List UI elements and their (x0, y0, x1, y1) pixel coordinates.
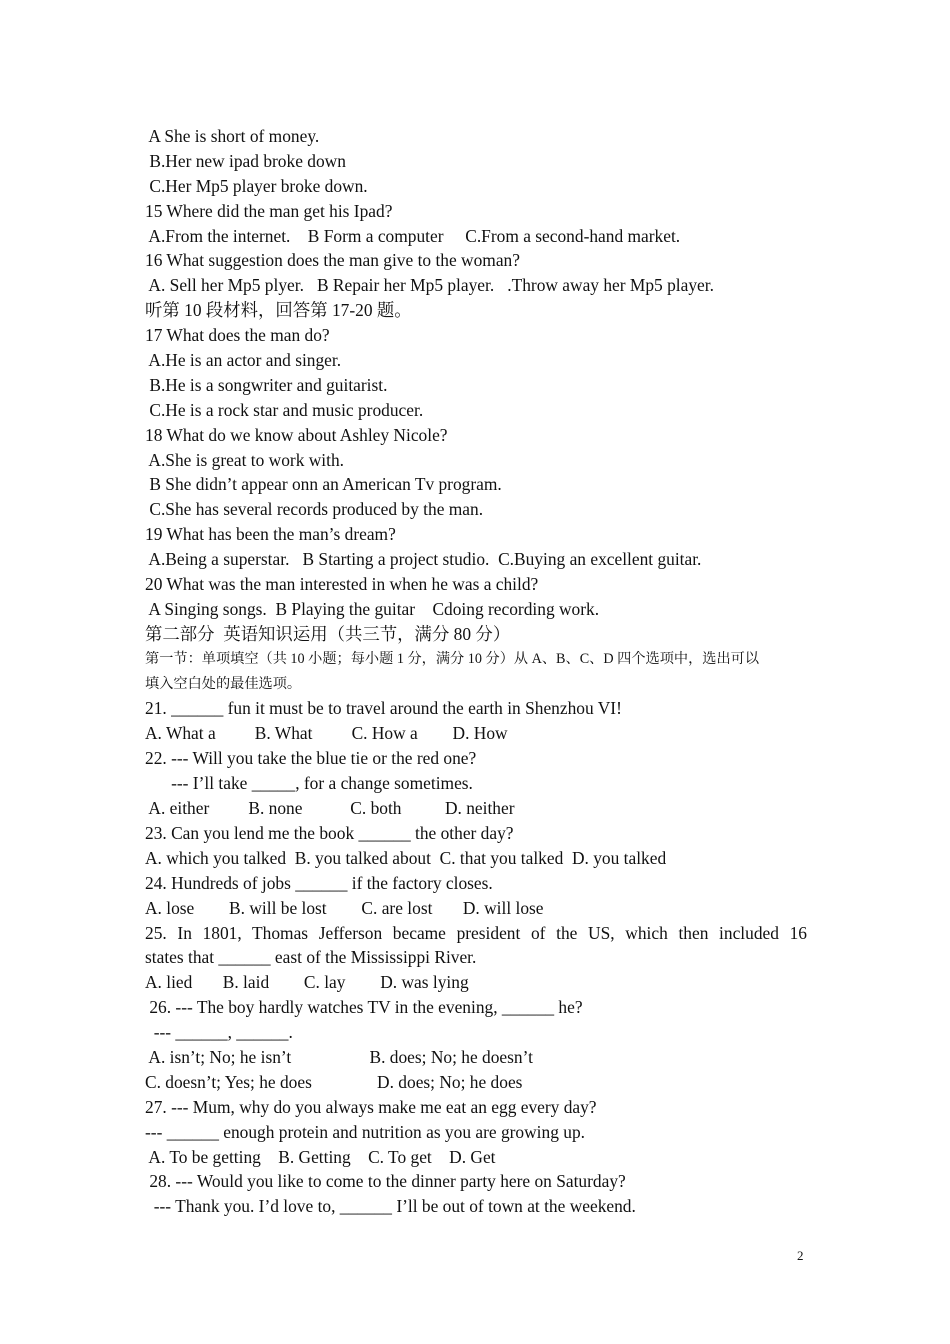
option-line: C.She has several records produced by the man. (145, 499, 484, 520)
option-line: A. Sell her Mp5 plyer. B Repair her Mp5 player. .Throw away her Mp5 player. (145, 275, 714, 296)
question-15: 15 Where did the man get his Ipad? (145, 200, 393, 221)
question-23: 23. Can you lend me the book ______ the other day? (145, 822, 514, 843)
section-one-instruction-cont: 填入空白处的最佳选项。 (145, 675, 302, 692)
question-22: 22. --- Will you take the blue tie or the red one? (145, 748, 477, 769)
option-line: A. which you talked B. you talked about C. that you talked D. you talked (145, 847, 667, 868)
option-line: A.He is an actor and singer. (145, 350, 342, 371)
section-instruction: 听第 10 段材料，回答第 17-20 题。 (145, 300, 412, 321)
question-18: 18 What do we know about Ashley Nicole? (145, 424, 448, 445)
option-line: A. To be getting B. Getting C. To get D. Get (145, 1146, 496, 1167)
option-line: A.From the internet. B Form a computer C.From a second-hand market. (145, 225, 681, 246)
option-line: A. lied B. laid C. lay D. was lying (145, 972, 469, 993)
question-22-reply: --- I’ll take _____, for a change sometimes. (145, 773, 473, 794)
page-number: 2 (797, 1248, 804, 1263)
question-26: 26. --- The boy hardly watches TV in the evening, ______ he? (145, 997, 583, 1018)
question-27: 27. --- Mum, why do you always make me eat an egg every day? (145, 1096, 597, 1117)
question-21: 21. ______ fun it must be to travel around the earth in Shenzhou VI! (145, 698, 622, 719)
option-line: B.Her new ipad broke down (145, 150, 346, 171)
option-line: A. isn’t; No; he isn’t B. does; No; he doesn’t (145, 1046, 533, 1067)
question-26-reply: --- ______, ______. (145, 1022, 293, 1043)
part-two-heading: 第二部分 英语知识运用（共三节，满分 80 分） (145, 623, 511, 644)
option-line: B.He is a songwriter and guitarist. (145, 374, 388, 395)
question-20: 20 What was the man interested in when he was a child? (145, 574, 539, 595)
question-19: 19 What has been the man’s dream? (145, 524, 396, 545)
option-line: C.Her Mp5 player broke down. (145, 175, 368, 196)
question-17: 17 What does the man do? (145, 325, 330, 346)
question-27-reply: --- ______ enough protein and nutrition as you are growing up. (145, 1121, 585, 1142)
option-line: C. doesn’t; Yes; he does D. does; No; he does (145, 1071, 523, 1092)
question-16: 16 What suggestion does the man give to the woman? (145, 250, 520, 271)
option-line: A.She is great to work with. (145, 449, 345, 470)
option-line: B She didn’t appear onn an American Tv program. (145, 474, 502, 495)
question-25: 25. In 1801, Thomas Jefferson became president of the US, which then included 16 (145, 922, 807, 943)
option-line: C.He is a rock star and music producer. (145, 399, 424, 420)
question-28-reply: --- Thank you. I’d love to, ______ I’ll be out of town at the weekend. (145, 1196, 636, 1217)
option-line: A.Being a superstar. B Starting a project studio. C.Buying an excellent guitar. (145, 549, 702, 570)
option-line: A She is short of money. (145, 126, 320, 146)
option-line: A Singing songs. B Playing the guitar Cdoing recording work. (145, 598, 600, 619)
option-line: A. lose B. will be lost C. are lost D. will lose (145, 897, 544, 918)
question-24: 24. Hundreds of jobs ______ if the factory closes. (145, 872, 493, 893)
option-line: A. What a B. What C. How a D. How (145, 723, 508, 744)
option-line: A. either B. none C. both D. neither (145, 798, 515, 819)
question-25-cont: states that ______ east of the Mississippi River. (145, 947, 477, 968)
question-28: 28. --- Would you like to come to the dinner party here on Saturday? (145, 1171, 626, 1192)
section-one-instruction: 第一节：单项填空（共 10 小题；每小题 1 分，满分 10 分）从 A、B、C、D 四个选项中，选出可以 (145, 650, 760, 667)
document-body (145, 124, 807, 1219)
